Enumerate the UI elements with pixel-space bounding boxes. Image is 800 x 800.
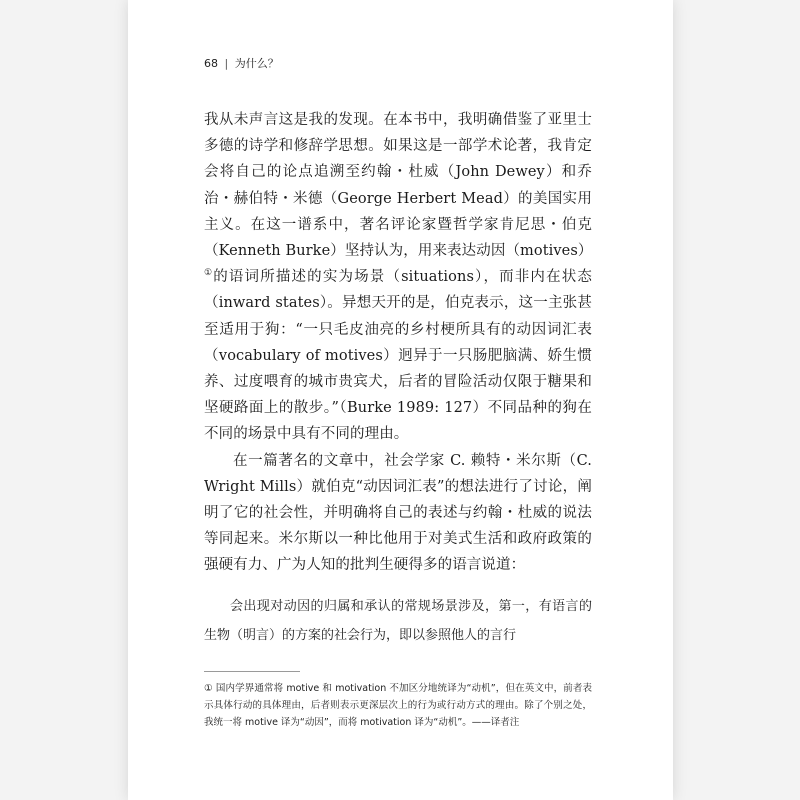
block-quote: 会出现对动因的归属和承认的常规场景涉及，第一，有语言的生物（明言）的方案的社会行为，即以参照他人的言行 — [204, 599, 592, 643]
paragraph-1-text-a: 我从未声言这是我的发现。在本书中，我明确借鉴了亚里士多德的诗学和修辞学思想。如果这是一部学术论著，我肯定会将自己的论点追溯至约翰・杜威（John Dewey）和乔治・赫伯特・米德（George Herbert Mead）的美国实用主义。在这一谱系中，著名评论家暨哲学家肯尼思・伯克（Kenneth Burke）坚持认为，用来表达动因（motives） — [204, 112, 593, 260]
paragraph-1 — [204, 107, 592, 448]
paragraph-1-text-b: 的语词所描述的实为场景（situations），而非内在状态（inward states）。异想天开的是，伯克表示，这一主张甚至适用于狗：“一只毛皮油亮的乡村梗所具有的动因词汇表（vocabulary of motives）迥异于一只肠肥脑满、娇生惯养、过度喂育的城市贵宾犬，后者的冒险活动仅限于糖果和坚硬路面上的散步。”（Burke 1989: 127）不同品种的狗在不同的场景中具有不同的理由。 — [204, 269, 592, 443]
page-number: 68 — [204, 57, 218, 70]
footnote-text: 国内学界通常将 motive 和 motivation 不加区分地统译为“动机”，但在英文中，前者表示具体行动的具体理由，后者则表示更深层次上的行为或行动方式的理由。除了个别之处，我统一将 motive 译为“动因”，而将 motivation 译为“动机”。——译者注 — [204, 683, 592, 728]
book-page — [128, 0, 673, 800]
footnote-marker: ① — [204, 683, 213, 694]
running-title: 为什么？ — [234, 57, 279, 70]
running-header — [204, 55, 279, 71]
footnote-reference: ① — [204, 268, 214, 279]
footnote-divider — [204, 671, 300, 672]
body-text — [204, 107, 592, 579]
footnote — [204, 680, 592, 731]
header-separator: | — [224, 57, 229, 70]
paragraph-2: 在一篇著名的文章中，社会学家 C. 赖特・米尔斯（C. Wright Mills）就伯克“动因词汇表”的想法进行了讨论，阐明了它的社会性，并明确将自己的表述与约翰・杜威的说法等同起来。米尔斯以一种比他用于对美式生活和政府政策的强硬有力、广为人知的批判生硬得多的语言说道： — [204, 452, 592, 574]
